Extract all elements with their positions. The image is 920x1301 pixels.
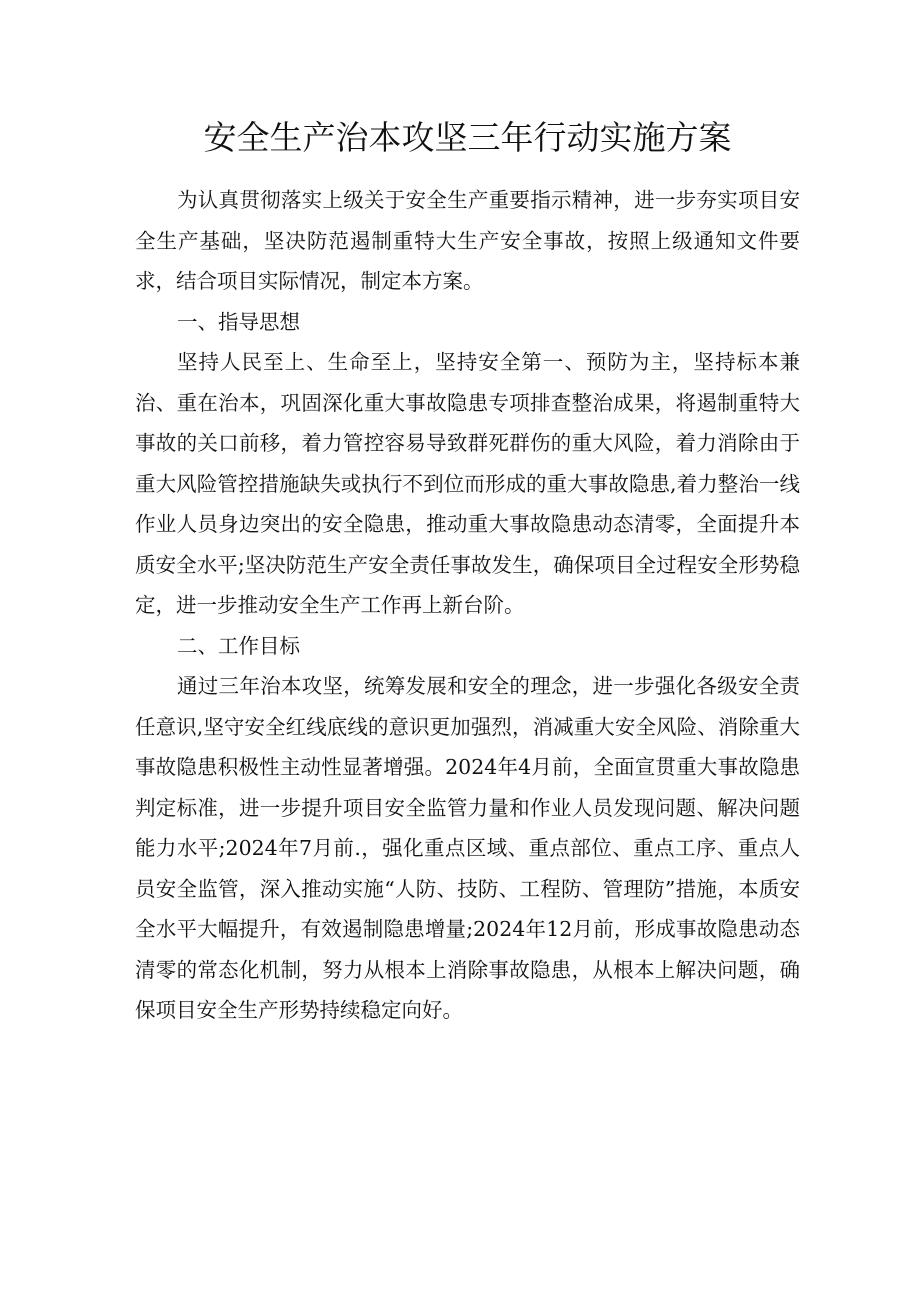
document-title: 安全生产治本攻坚三年行动实施方案 (203, 118, 732, 157)
section-heading-work-goals: 二、工作目标 (177, 633, 300, 658)
intro-paragraph: 为认真贯彻落实上级关于安全生产重要指示精神，进一步夯实项目安全生产基础，坚决防范遏制重特大生产安全事故，按照上级通知文件要求，结合项目实际情况，制定本方案。 (135, 188, 800, 293)
section-heading-guiding-ideology: 一、指导思想 (177, 309, 300, 334)
section-body-guiding-ideology: 坚持人民至上、生命至上，坚持安全第一、预防为主，坚持标本兼治、重在治本，巩固深化重大事故隐患专项排查整治成果，将遏制重特大事故的关口前移，着力管控容易导致群死群伤的重大风险，着力消除由于重大风险管控措施缺失或执行不到位而形成的重大事故隐患,着力整治一线作业人员身边突出的安全隐患，推动重大事故隐患动态清零，全面提升本质安全水平;坚决防范生产安全责任事故发生，确保项目全过程安全形势稳定，进一步推动安全生产工作再上新台阶。 (135, 350, 800, 617)
section-body-work-goals: 通过三年治本攻坚，统筹发展和安全的理念，进一步强化各级安全责任意识,坚守安全红线底线的意识更加强烈，消减重大安全风险、消除重大事故隐患积极性主动性显著增强。2024年4月前，全面宣贯重大事故隐患判定标准，进一步提升项目安全监管力量和作业人员发现问题、解决问题能力水平;2024年7月前.，强化重点区域、重点部位、重点工序、重点人员安全监管，深入推动实施“人防、技防、工程防、管理防”措施，本质安全水平大幅提升，有效遏制隐患增量;2024年12月前，形成事故隐患动态清零的常态化机制，努力从根本上消除事故隐患，从根本上解决问题，确保项目安全生产形势持续稳定向好。 (135, 674, 800, 1022)
